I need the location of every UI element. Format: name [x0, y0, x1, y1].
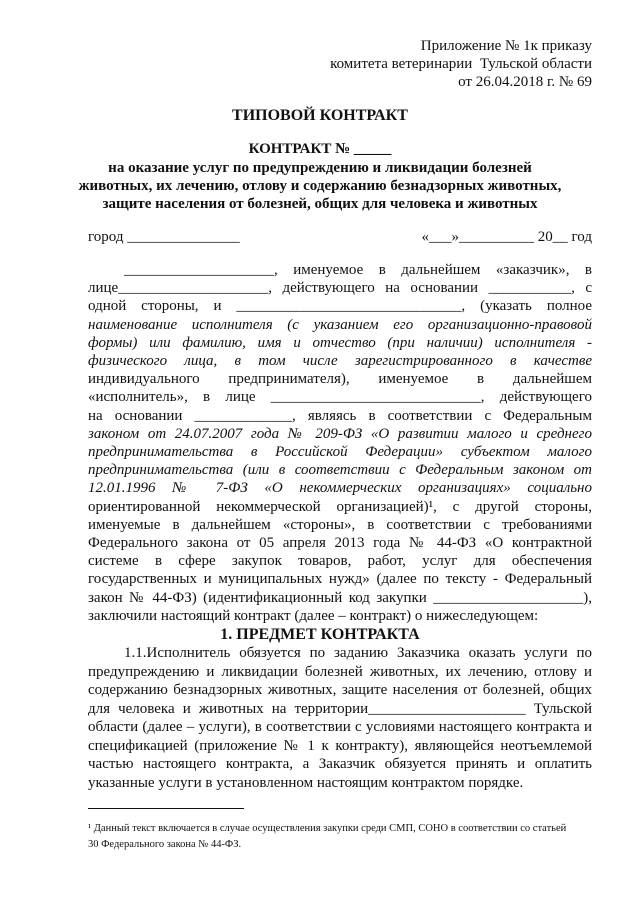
preamble-line: системе в сфере закупок товаров, работ, услуг для обеспечения: [88, 553, 592, 570]
preamble-line: 12.01.1996 № 7-ФЗ «О некоммерческих организациях» социально: [88, 480, 592, 497]
preamble-line: закон № 44-ФЗ) (идентификационный код закупки ____________________),: [88, 589, 592, 606]
preamble-line: формы) или фамилию, имя и отчество (при наличии) исполнителя -: [88, 334, 592, 351]
preamble-line: наименование исполнителя (с указанием его организационно-правовой: [88, 316, 592, 333]
footnote-line-1: ¹ Данный текст включается в случае осуществления закупки среди СМП, СОНО в соответствии со статьей: [88, 823, 567, 834]
preamble-line: заключили настоящий контракт (далее – контракт) о нижеследующем:: [88, 607, 539, 624]
header-line-2: комитета ветеринарии Тульской области: [330, 56, 592, 72]
section-1-line: содержанию безнадзорных животных, защите населения от болезней, общих: [88, 682, 592, 698]
preamble-line: предпринимательства (или в соответствии с Федеральным законом от: [88, 462, 592, 479]
preamble-line: одной стороны, и ______________________________, (указать полное: [88, 298, 592, 315]
preamble-line: индивидуального предпринимателя), именуемое в дальнейшем: [88, 371, 592, 388]
section-1-heading: 1. ПРЕДМЕТ КОНТРАКТА: [220, 626, 420, 643]
section-1-line: указанные услуги в установленном настоящим контрактом порядке.: [88, 774, 524, 791]
preamble-line: на основании _____________, являясь в соответствии с Федеральным: [88, 407, 592, 424]
city-field: город _______________: [88, 229, 240, 245]
footnote-line-2: 30 Федерального закона № 44-ФЗ.: [88, 839, 242, 850]
header-line-3: от 26.04.2018 г. № 69: [458, 74, 592, 90]
subject-line-3: защите населения от болезней, общих для человека и животных: [102, 196, 538, 212]
header-line-1: Приложение № 1к приказу: [420, 38, 592, 54]
subject-line-1: на оказание услуг по предупреждению и ликвидации болезней: [108, 160, 532, 176]
section-1-line: частью настоящего контракта, а Заказчик обязуется принять и оплатить: [88, 756, 592, 772]
preamble-line: предпринимательства в Российской Федерации» субъектом малого: [88, 444, 592, 460]
preamble-line: лице____________________, действующего на основании ___________, с: [88, 280, 592, 297]
preamble-line: Федерального закона от 05 апреля 2013 года № 44-ФЗ «О контрактной: [88, 535, 592, 551]
footnote-separator: [88, 808, 244, 809]
preamble-line: ориентированной некоммерческой организацией)¹, с другой стороны,: [88, 498, 592, 515]
preamble-line: ____________________, именуемое в дальнейшем «заказчик», в: [124, 262, 592, 278]
section-1-line: предупреждению и ликвидации болезней животных, их лечению, отлову и: [88, 663, 592, 680]
preamble-line: законом от 24.07.2007 года № 209-ФЗ «О развитии малого и среднего: [88, 425, 592, 442]
section-1-line: 1.1.Исполнитель обязуется по заданию Заказчика оказать услуги по: [124, 645, 592, 661]
section-1-line: для человека и животных на территории_____________________ Тульской: [88, 700, 592, 717]
preamble-line: государственных и муниципальных нужд» (далее по тексту - Федеральный: [88, 571, 592, 588]
date-field: «___»__________ 20__ год: [421, 229, 592, 245]
document-title: ТИПОВОЙ КОНТРАКТ: [232, 107, 408, 124]
contract-number: КОНТРАКТ № _____: [248, 141, 392, 157]
subject-line-2: животных, их лечению, отлову и содержанию безнадзорных животных,: [78, 178, 562, 194]
preamble-line: «исполнитель», в лице ____________________________, действующего: [88, 389, 592, 406]
section-1-line: области (далее – услуги), в соответствии с условиями настоящего контракта и: [88, 719, 592, 735]
preamble-line: физического лица, в том числе зарегистрированного в качестве: [88, 353, 592, 369]
preamble-line: именуемые в дальнейшем «стороны», в соответствии с требованиями: [88, 516, 592, 533]
section-1-line: спецификацией (приложение № 1 к контракту), являющейся неотъемлемой: [88, 737, 592, 754]
